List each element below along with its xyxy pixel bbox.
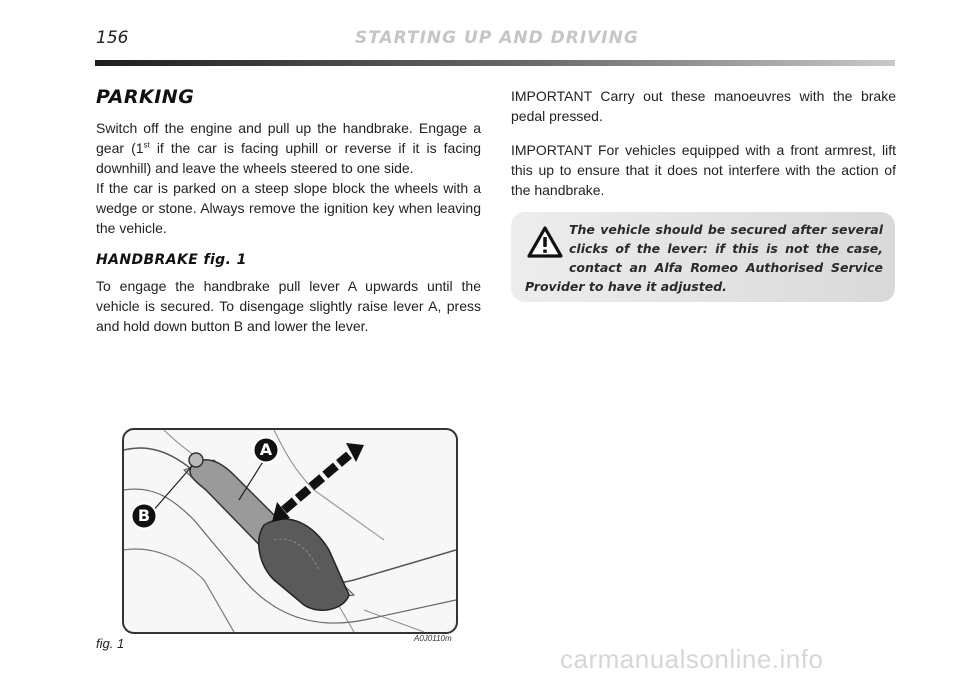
parking-text-b: if the car is facing uphill or reverse if it is facing downhill) and leave the wheels steered to one side. [96, 140, 482, 176]
parking-paragraph-2: If the car is parked on a steep slope block the wheels with a wedge or stone. Always remove the ignition key when leaving the vehicle. [96, 180, 481, 236]
watermark: carmanualsonline.info [560, 644, 824, 674]
figure-code: A0J0110m [414, 634, 452, 643]
right-column [511, 86, 896, 200]
callout-b-label: B [137, 506, 151, 525]
important-note-1: IMPORTANT Carry out these manoeuvres with the brake pedal pressed. [511, 88, 896, 124]
subsection-title: HANDBRAKE fig. 1 [96, 252, 247, 268]
parking-paragraph-1 [96, 118, 481, 178]
section-title: PARKING [96, 86, 195, 108]
direction-arrow-icon [272, 443, 364, 522]
left-column [96, 86, 481, 336]
handbrake-figure [122, 428, 458, 634]
figure-caption: fig. 1 [96, 636, 125, 651]
header-rule [95, 60, 895, 66]
page-number: 156 [96, 28, 129, 48]
warning-box [511, 212, 895, 302]
ordinal-suffix: st [143, 140, 150, 150]
parking-text-a: Switch off the engine and pull up the handbrake. Engage a gear (1 [96, 120, 481, 156]
handbrake-paragraph: To engage the handbrake pull lever A upwards until the vehicle is secured. To disengage slightly raise lever A, press and hold down button B and lower the lever. [96, 278, 481, 334]
callout-a-label: A [259, 440, 273, 459]
warning-text: The vehicle should be secured after several clicks of the lever: if this is not the case, contact an Alfa Romeo Authorised Service Provider to have it adjusted. [525, 222, 883, 294]
important-note-2: IMPORTANT For vehicles equipped with a front armrest, lift this up to ensure that it does not interfere with the action of the handbrake. [511, 142, 896, 198]
handbrake-illustration [124, 430, 456, 632]
running-title: STARTING UP AND DRIVING [355, 28, 639, 48]
